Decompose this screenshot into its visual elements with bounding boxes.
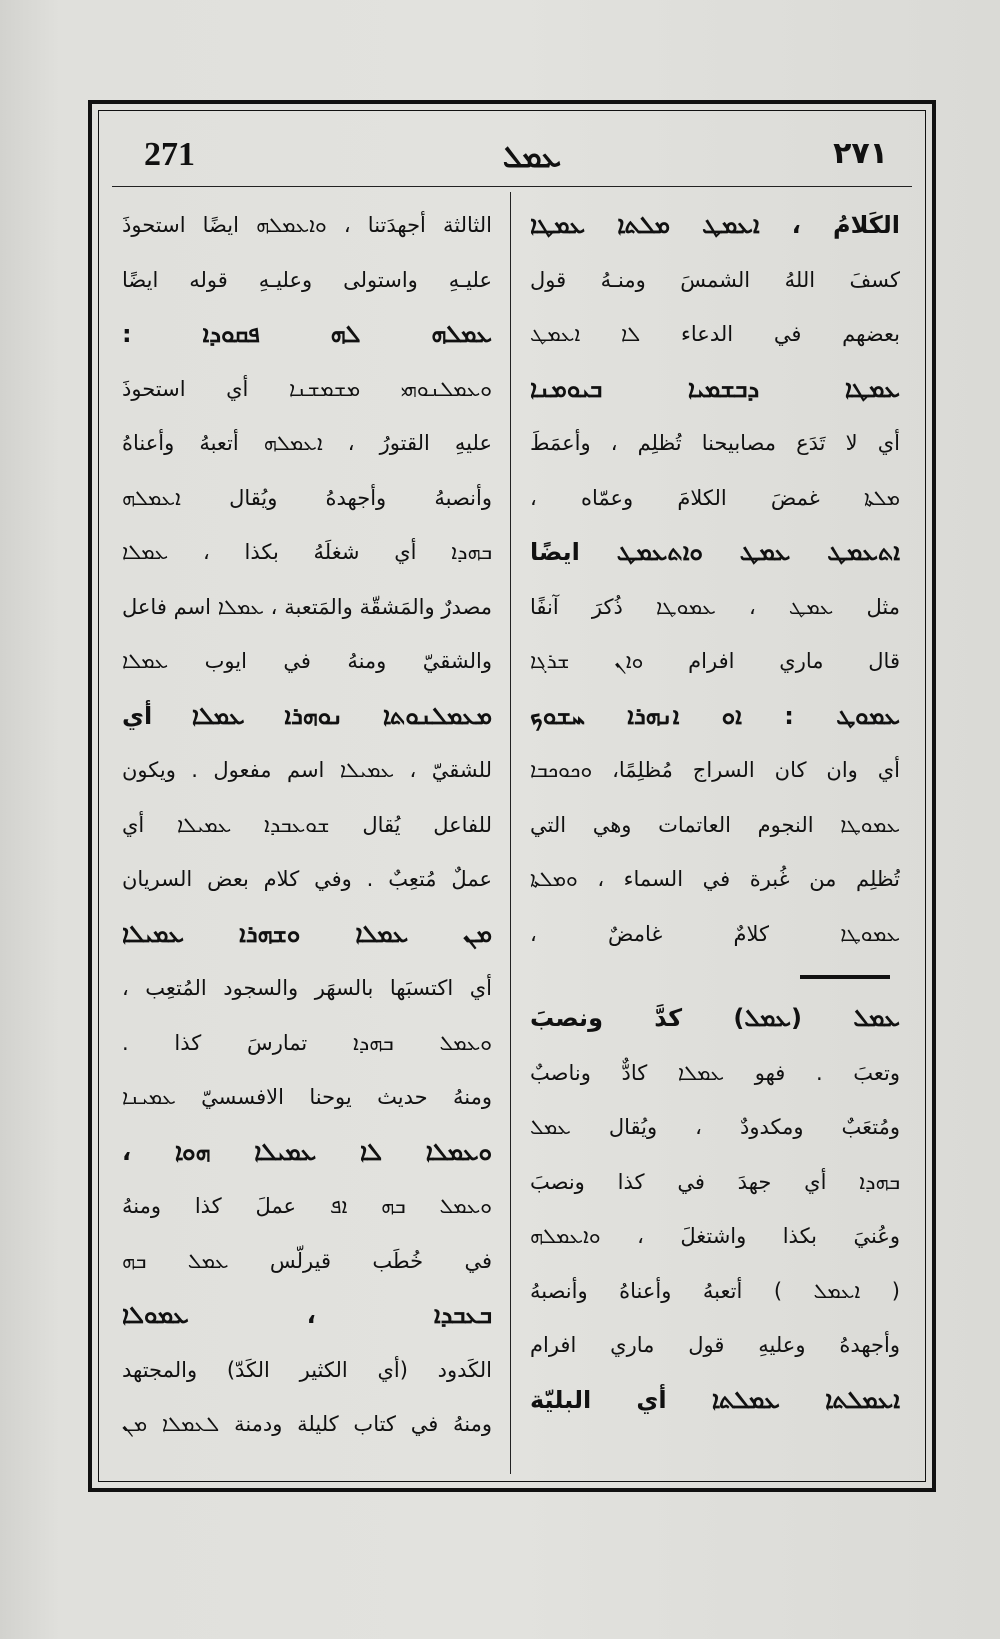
text-line: ܒܗܕܐ أي شغلَهُ بكذا ، ܥܡܠܐ bbox=[122, 540, 492, 564]
text-line: كسفَ اللهُ الشمسَ ومنـهُ قول bbox=[530, 267, 900, 292]
text-line: الكَلامُ ، ܐܥܡܛ ܡܠܬܐ ܥܡܛܐ bbox=[530, 211, 900, 239]
text-line: بعضهم في الدعاء ܠܐ ܐܥܡܛ bbox=[530, 322, 900, 346]
text-line: وأجهدهُ وعليهِ قول ماري افرام bbox=[530, 1333, 900, 1357]
text-line: ومنهُ حديث يوحنا الافسسيّ ܥܡܝܢܐ bbox=[122, 1085, 492, 1109]
text-line: ܘܥܡܠܢܘܗܝ ܡܫܡܫܢܐ أي استحوذَ bbox=[122, 376, 492, 401]
text-line: ܥܡܘܛ : ܐܘ ܐܢܗܪܐ ܚܫܘܟ bbox=[530, 701, 900, 730]
text-line: في خُطَب قيرلّس ܥܡܠ ܒܗ bbox=[122, 1248, 492, 1273]
text-line: عليهِ القتورُ ، ܐܥܡܠܗ أتعبهُ وأعناهُ bbox=[122, 431, 492, 455]
text-line: ܒܥܒܕܐ ، ܥܡܘܠܐ bbox=[122, 1301, 492, 1329]
text-line: عملٌ مُتعِبٌ . وفي كلام بعض السريان bbox=[122, 867, 492, 891]
text-line: للشقيّ ، ܥܡܝܠܐ اسم مفعول . ويكون bbox=[122, 758, 492, 782]
text-line: وأنصبهُ وأجهدهُ ويُقال ܐܥܡܠܗ bbox=[122, 485, 492, 510]
entry-headline: ܥܡܠ (ܥܡܠ) كدَّ ونصبَ bbox=[530, 1004, 900, 1032]
text-line: أي اكتسبَها بالسهَر والسجود المُتعِب ، bbox=[122, 976, 492, 1000]
column-divider bbox=[510, 192, 511, 1474]
text-line: وتعبَ . فهو ܥܡܠܐ كادٌّ وناصبٌ bbox=[530, 1060, 900, 1085]
text-line: وعُنيَ بكذا واشتغلَ ، ܘܐܥܡܠܗ bbox=[530, 1224, 900, 1248]
text-line: ܥܡܘܛܐ كلامٌ غامضٌ ، bbox=[530, 921, 900, 946]
text-line: ܡܢ ܥܡܠܐ ܘܫܗܪܐ ܥܡܝܠܐ bbox=[122, 919, 492, 948]
text-line: مثل ܥܡܛ ، ܥܡܘܛܐ ذُكرَ آنفًا bbox=[530, 594, 900, 619]
text-line: ܥܡܛܐ ܕܒܫܡܝܐ ܒܝܘܡܢܐ bbox=[530, 374, 900, 403]
left-column bbox=[122, 198, 492, 1452]
text-line: الكَدود (أي الكثير الكَدّ) والمجتهد bbox=[122, 1357, 492, 1382]
page-number-arabic: ٢٧١ bbox=[833, 136, 888, 171]
text-line: أي لا تَدَع مصابيحنا تُظلِم ، وأعمَطَ bbox=[530, 431, 900, 455]
text-line: ومُتعَبٌ ومكدودٌ ، ويُقال ܥܡܠ bbox=[530, 1115, 900, 1139]
text-line: ܐܬܥܡܛ ܥܡܛ ܘܐܬܥܡܛ ايضًا bbox=[530, 538, 900, 566]
text-line: ( ܐܥܡܠ ) أتعبهُ وأعناهُ وأنصبهُ bbox=[530, 1278, 900, 1303]
text-line: ܘܥܡܠܐ ܠܐ ܥܡܝܠܐ ܗܘܐ ، bbox=[122, 1137, 492, 1166]
text-line: عليـهِ واستولى وعليـهِ قوله ايضًا bbox=[122, 267, 492, 292]
text-line: ومنهُ في كتاب كليلة ودمنة ܠܥܡܠܐ ܡܢ bbox=[122, 1412, 492, 1436]
right-column bbox=[530, 198, 900, 1427]
text-line: للفاعل يُقال ܫܘܥܒܕܐ ܥܡܝܠܐ أي bbox=[122, 812, 492, 837]
text-line: مصدرٌ والمَشقّة والمَتعبة ، ܥܡܠܐ اسم فاعل bbox=[122, 594, 492, 619]
entry-separator-rule bbox=[530, 961, 900, 991]
text-line: والشقيّ ومنهُ في ايوب ܥܡܠܐ bbox=[122, 649, 492, 673]
text-line: ܘܥܡܠ ܒܗ ܐܦ عملَ كذا ومنهُ bbox=[122, 1194, 492, 1218]
text-line: قال ماري افرام ܘܐܢ ܫܪܓܐ bbox=[530, 649, 900, 673]
text-line: ܡܠܬܐ غمضَ الكلامَ وعمّاه ، bbox=[530, 485, 900, 510]
text-line: ܘܥܡܠ ܒܗܕܐ تمارسَ كذا . bbox=[122, 1030, 492, 1055]
text-line: تُظلِم من غُبرة في السماء ، ܘܡܠܬܐ bbox=[530, 867, 900, 891]
text-line: ܐܥܡܠܬܐ ܥܡܠܬܐ أي البليّة bbox=[530, 1385, 900, 1414]
text-line: الثالثة أجهدَتنا ، ܘܐܥܡܠܗ ايضًا استحوذَ bbox=[122, 213, 492, 237]
text-line: ܡܥܡܠܢܘܬܐ ܢܘܗܪܐ ܥܡܠܐ أي bbox=[122, 701, 492, 730]
text-line: ܥܡܘܛܐ النجوم العاتمات وهي التي bbox=[530, 812, 900, 837]
text-line: ܥܡܠܗ ܠܗ ܦܩܘܕܐ : bbox=[122, 320, 492, 348]
text-line: ܒܗܕܐ أي جهدَ في كذا ونصبَ bbox=[530, 1169, 900, 1194]
header-rule bbox=[112, 186, 912, 187]
page-number-latin: 271 bbox=[144, 136, 195, 173]
text-line: أي وان كان السراج مُظلِمًا، ܘܟܘܟܒܐ bbox=[530, 758, 900, 782]
page-header bbox=[112, 132, 912, 182]
running-headword: ܥܡܠ bbox=[502, 140, 562, 175]
